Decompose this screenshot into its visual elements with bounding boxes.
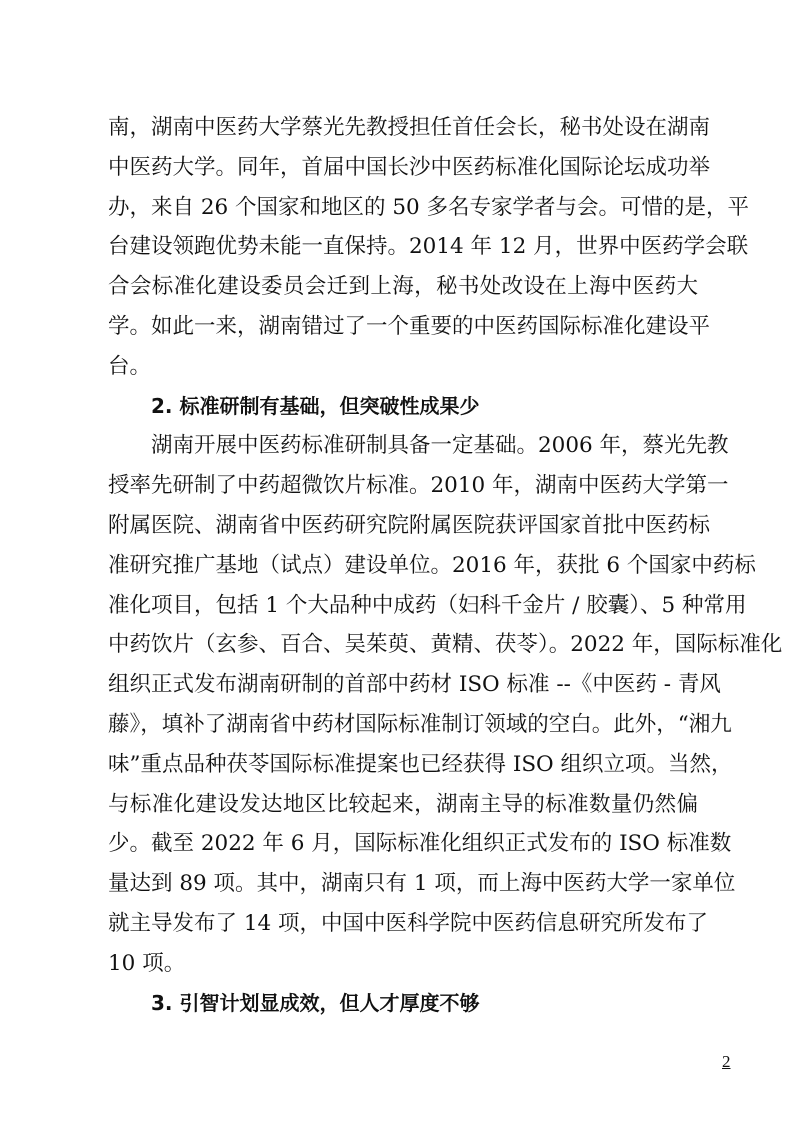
paragraph-standards bbox=[108, 426, 783, 983]
text-line: 中医药大学。同年，首届中国长沙中医药标准化国际论坛成功举 bbox=[108, 154, 711, 180]
text-line: 台建设领跑优势未能一直保持。2014 年 12 月，世界中医药学会联 bbox=[108, 234, 749, 260]
text-line: 台。 bbox=[108, 353, 152, 379]
text-line: 南，湖南中医药大学蔡光先教授担任首任会长，秘书处设在湖南 bbox=[108, 115, 711, 140]
text-line: 味”重点品种茯苓国际标准提案也已经获得 ISO 组织立项。当然， bbox=[108, 751, 733, 777]
text-line: 授率先研制了中药超微饮片标准。2010 年，湖南中医药大学第一 bbox=[108, 473, 729, 499]
text-line: 10 项。 bbox=[108, 950, 186, 976]
text-line: 少。截至 2022 年 6 月，国际标准化组织正式发布的 ISO 标准数 bbox=[108, 831, 732, 857]
text-line: 学。如此一来，湖南错过了一个重要的中医药国际标准化建设平 bbox=[108, 313, 711, 339]
text-line: 藤》，填补了湖南省中药材国际标准制订领域的空白。此外，“湘九 bbox=[108, 711, 732, 737]
text-line: 与标准化建设发达地区比较起来，湖南主导的标准数量仍然偏 bbox=[108, 791, 698, 817]
section-heading-talent: 3. 引智计划显成效，但人才厚度不够 bbox=[151, 990, 480, 1015]
page-number: 2 bbox=[722, 1052, 731, 1071]
text-line: 合会标准化建设委员会迁到上海，秘书处改设在上海中医药大 bbox=[108, 274, 698, 300]
document-body bbox=[108, 108, 783, 1023]
text-line: 准化项目，包括 1 个大品种中成药（妇科千金片 / 胶囊）、5 种常用 bbox=[108, 592, 747, 618]
section-heading-standards: 2. 标准研制有基础，但突破性成果少 bbox=[151, 393, 480, 418]
text-line: 附属医院、湖南省中医药研究院附属医院获评国家首批中医药标 bbox=[108, 512, 711, 538]
text-line: 办，来自 26 个国家和地区的 50 多名专家学者与会。可惜的是，平 bbox=[108, 194, 750, 220]
text-line: 组织正式发布湖南研制的首部中药材 ISO 标准 --《中医药 - 青风 bbox=[108, 672, 721, 698]
paragraph-platform bbox=[108, 108, 750, 387]
text-line: 中药饮片（玄参、百合、吴茱萸、黄精、茯苓）。2022 年，国际标准化 bbox=[108, 632, 783, 658]
text-line: 准研究推广基地（试点）建设单位。2016 年，获批 6 个国家中药标 bbox=[108, 552, 756, 578]
text-line: 量达到 89 项。其中，湖南只有 1 项，而上海中医药大学一家单位 bbox=[108, 871, 736, 897]
text-line: 就主导发布了 14 项，中国中医科学院中医药信息研究所发布了 bbox=[108, 910, 709, 936]
text-line: 湖南开展中医药标准研制具备一定基础。2006 年，蔡光先教 bbox=[151, 433, 729, 459]
